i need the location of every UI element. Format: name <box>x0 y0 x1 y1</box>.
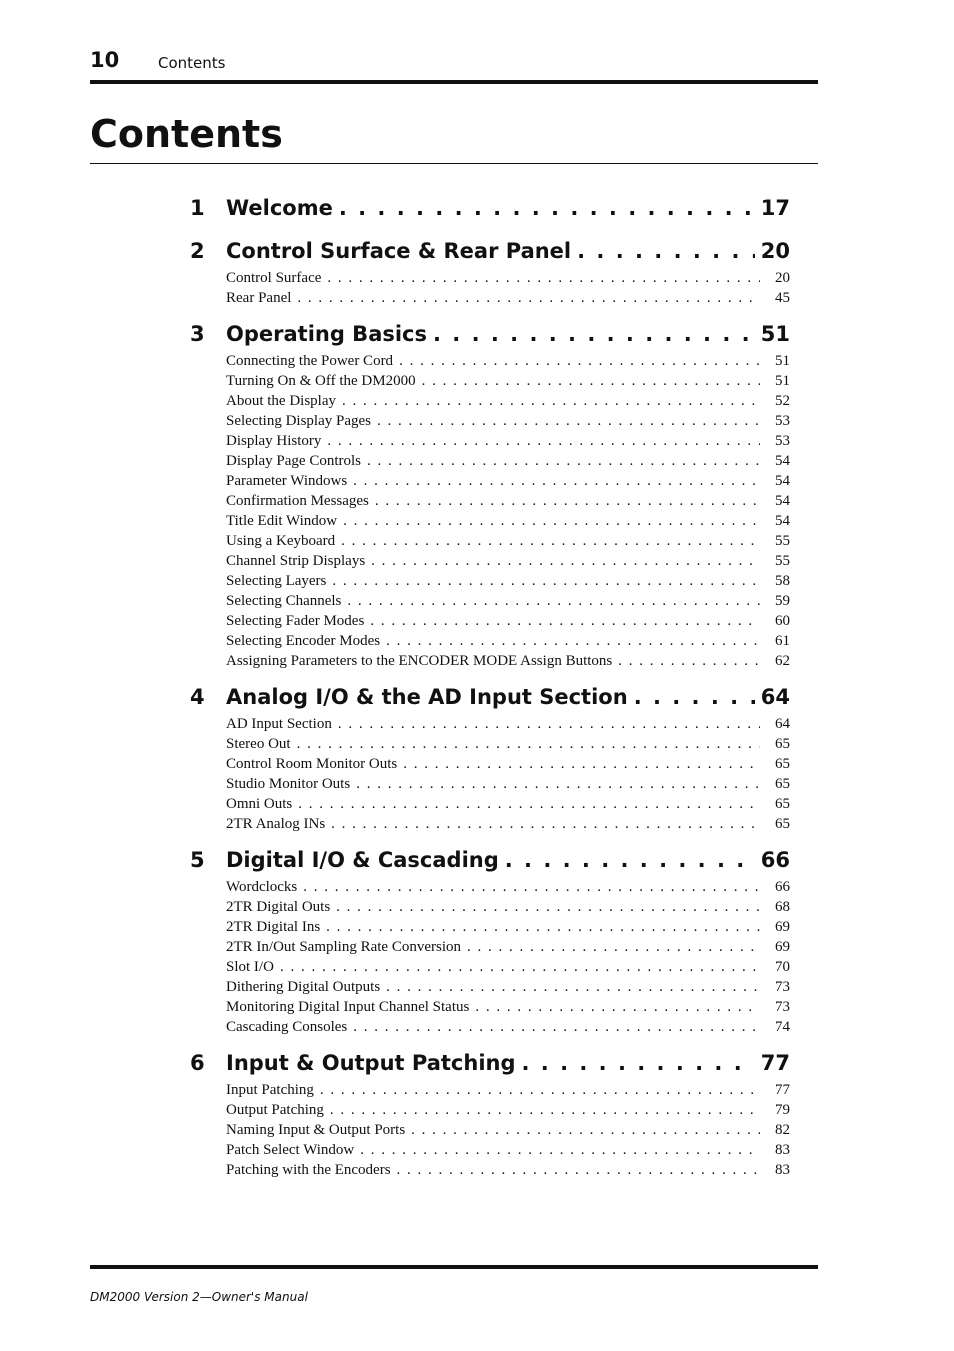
entry-page-number: 61 <box>775 632 790 649</box>
toc-entry[interactable] <box>226 917 790 937</box>
entry-title: Cascading Consoles <box>226 1018 348 1035</box>
toc-entry[interactable] <box>226 1120 790 1140</box>
entry-title: Control Room Monitor Outs <box>226 755 398 772</box>
entry-page-number: 79 <box>775 1101 790 1118</box>
toc-entry[interactable] <box>226 288 790 308</box>
entry-title: Stereo Out <box>226 735 291 752</box>
entry-title: Channel Strip Displays <box>226 552 366 569</box>
entry-title: Connecting the Power Cord <box>226 352 394 369</box>
entry-title: About the Display <box>226 392 336 409</box>
entry-title: Selecting Layers <box>226 572 327 589</box>
toc-entry[interactable] <box>226 511 790 531</box>
entry-page-number: 64 <box>775 715 790 732</box>
dot-leader <box>370 613 760 630</box>
toc-entry[interactable] <box>226 531 790 551</box>
section-list <box>226 268 790 308</box>
entry-page-number: 58 <box>775 572 790 589</box>
entry-page-number: 54 <box>775 492 790 509</box>
entry-page-number: 65 <box>775 775 790 792</box>
toc-entry[interactable] <box>226 371 790 391</box>
entry-title: Omni Outs <box>226 795 293 812</box>
dot-leader <box>336 899 760 916</box>
toc-chapter <box>190 842 790 1037</box>
section-list <box>226 714 790 834</box>
entry-title: Turning On & Off the DM2000 <box>226 372 416 389</box>
dot-leader <box>320 1082 760 1099</box>
dot-leader <box>634 685 755 709</box>
chapter-page-number: 17 <box>760 195 790 220</box>
entry-title: Display History <box>226 432 322 449</box>
toc-chapter <box>190 679 790 834</box>
entry-title: Monitoring Digital Input Channel Status <box>226 998 470 1015</box>
dot-leader <box>371 553 760 570</box>
toc-entry[interactable] <box>226 957 790 977</box>
toc-chapter <box>190 316 790 671</box>
dot-leader <box>327 433 760 450</box>
chapter-page-number: 77 <box>760 1050 790 1075</box>
toc-entry[interactable] <box>226 551 790 571</box>
entry-page-number: 73 <box>775 998 790 1015</box>
toc-entry[interactable] <box>226 391 790 411</box>
chapter-number: 4 <box>190 684 205 709</box>
toc-entry[interactable] <box>226 1080 790 1100</box>
toc-entry[interactable] <box>226 611 790 631</box>
toc-entry[interactable] <box>226 714 790 734</box>
chapter-number: 5 <box>190 847 205 872</box>
entry-page-number: 68 <box>775 898 790 915</box>
entry-page-number: 70 <box>775 958 790 975</box>
entry-page-number: 74 <box>775 1018 790 1035</box>
section-list <box>226 1080 790 1180</box>
entry-title: Studio Monitor Outs <box>226 775 351 792</box>
entry-page-number: 65 <box>775 815 790 832</box>
entry-title: Patching with the Encoders <box>226 1161 391 1178</box>
dot-leader <box>341 533 760 550</box>
entry-title: Selecting Encoder Modes <box>226 632 381 649</box>
entry-page-number: 51 <box>775 352 790 369</box>
dot-leader <box>297 736 760 753</box>
entry-title: Input Patching <box>226 1081 314 1098</box>
entry-page-number: 77 <box>775 1081 790 1098</box>
dot-leader <box>367 453 760 470</box>
table-of-contents <box>190 190 790 1188</box>
chapter-page-number: 66 <box>760 847 790 872</box>
dot-leader <box>399 353 760 370</box>
entry-page-number: 54 <box>775 472 790 489</box>
toc-entry[interactable] <box>226 937 790 957</box>
dot-leader <box>353 1019 760 1036</box>
toc-entry[interactable] <box>226 471 790 491</box>
entry-page-number: 60 <box>775 612 790 629</box>
toc-entry[interactable] <box>226 571 790 591</box>
chapter-number: 3 <box>190 321 205 346</box>
chapter-heading[interactable] <box>190 316 790 351</box>
toc-entry[interactable] <box>226 794 790 814</box>
toc-entry[interactable] <box>226 877 790 897</box>
entry-title: Slot I/O <box>226 958 274 975</box>
toc-entry[interactable] <box>226 631 790 651</box>
dot-leader <box>375 493 760 510</box>
chapter-number: 6 <box>190 1050 205 1075</box>
entry-title: 2TR Analog INs <box>226 815 326 832</box>
page-footer: DM2000 Version 2—Owner's Manual <box>90 1290 308 1304</box>
dot-leader <box>297 290 760 307</box>
page-header <box>90 46 818 76</box>
chapter-number: 1 <box>190 195 205 220</box>
dot-leader <box>298 796 760 813</box>
entry-page-number: 69 <box>775 938 790 955</box>
dot-leader <box>522 1051 755 1075</box>
entry-title: AD Input Section <box>226 715 332 732</box>
toc-entry[interactable] <box>226 734 790 754</box>
entry-page-number: 52 <box>775 392 790 409</box>
title-rule <box>90 163 818 164</box>
toc-entry[interactable] <box>226 651 790 671</box>
chapter-heading[interactable] <box>190 679 790 714</box>
toc-chapter <box>190 1045 790 1180</box>
toc-entry[interactable] <box>226 897 790 917</box>
toc-entry[interactable] <box>226 351 790 371</box>
entry-page-number: 82 <box>775 1121 790 1138</box>
toc-entry[interactable] <box>226 814 790 834</box>
entry-title: Selecting Fader Modes <box>226 612 365 629</box>
toc-entry[interactable] <box>226 1140 790 1160</box>
chapter-title: Control Surface & Rear Panel <box>226 238 572 263</box>
dot-leader <box>411 1122 760 1139</box>
dot-leader <box>303 879 760 896</box>
entry-title: 2TR Digital Outs <box>226 898 331 915</box>
dot-leader <box>342 393 760 410</box>
dot-leader <box>360 1142 760 1159</box>
toc-entry[interactable] <box>226 997 790 1017</box>
entry-page-number: 54 <box>775 452 790 469</box>
chapter-heading[interactable] <box>190 190 790 225</box>
chapter-number: 2 <box>190 238 205 263</box>
dot-leader <box>280 959 760 976</box>
entry-title: Display Page Controls <box>226 452 361 469</box>
dot-leader <box>377 413 760 430</box>
dot-leader <box>433 322 755 346</box>
dot-leader <box>386 633 760 650</box>
toc-entry[interactable] <box>226 1017 790 1037</box>
dot-leader <box>338 716 760 733</box>
toc-entry[interactable] <box>226 774 790 794</box>
entry-title: Confirmation Messages <box>226 492 369 509</box>
dot-leader <box>467 939 760 956</box>
chapter-title: Input & Output Patching <box>226 1050 516 1075</box>
footer-rule <box>90 1265 818 1269</box>
entry-page-number: 83 <box>775 1161 790 1178</box>
section-list <box>226 351 790 671</box>
entry-page-number: 83 <box>775 1141 790 1158</box>
toc-chapter <box>190 233 790 308</box>
entry-page-number: 66 <box>775 878 790 895</box>
dot-leader <box>577 239 755 263</box>
dot-leader <box>339 196 755 220</box>
dot-leader <box>505 848 755 872</box>
dot-leader <box>475 999 760 1016</box>
toc-entry[interactable] <box>226 431 790 451</box>
dot-leader <box>332 573 760 590</box>
dot-leader <box>330 1102 760 1119</box>
entry-title: Selecting Display Pages <box>226 412 371 429</box>
entry-page-number: 65 <box>775 795 790 812</box>
entry-title: 2TR Digital Ins <box>226 918 321 935</box>
dot-leader <box>356 776 760 793</box>
dot-leader <box>347 593 760 610</box>
toc-entry[interactable] <box>226 977 790 997</box>
toc-entry[interactable] <box>226 268 790 288</box>
entry-title: Using a Keyboard <box>226 532 336 549</box>
entry-page-number: 59 <box>775 592 790 609</box>
entry-title: Wordclocks <box>226 878 298 895</box>
entry-page-number: 20 <box>775 269 790 286</box>
dot-leader <box>331 816 760 833</box>
chapter-page-number: 20 <box>760 238 790 263</box>
chapter-heading[interactable] <box>190 842 790 877</box>
entry-page-number: 65 <box>775 755 790 772</box>
entry-title: Title Edit Window <box>226 512 338 529</box>
header-rule <box>90 80 818 84</box>
toc-entry[interactable] <box>226 491 790 511</box>
entry-page-number: 73 <box>775 978 790 995</box>
entry-title: 2TR In/Out Sampling Rate Conversion <box>226 938 461 955</box>
entry-page-number: 54 <box>775 512 790 529</box>
toc-entry[interactable] <box>226 1100 790 1120</box>
entry-title: Output Patching <box>226 1101 324 1118</box>
entry-page-number: 53 <box>775 412 790 429</box>
entry-title: Control Surface <box>226 269 322 286</box>
entry-title: Rear Panel <box>226 289 292 306</box>
entry-page-number: 55 <box>775 532 790 549</box>
toc-entry[interactable] <box>226 1160 790 1180</box>
toc-entry[interactable] <box>226 591 790 611</box>
entry-page-number: 55 <box>775 552 790 569</box>
chapter-page-number: 64 <box>760 684 790 709</box>
chapter-title: Operating Basics <box>226 321 428 346</box>
page-title: Contents <box>90 112 283 156</box>
entry-title: Parameter Windows <box>226 472 348 489</box>
dot-leader <box>386 979 760 996</box>
page-number: 10 <box>90 48 120 72</box>
chapter-title: Analog I/O & the AD Input Section <box>226 684 628 709</box>
dot-leader <box>326 919 760 936</box>
chapter-heading[interactable] <box>190 233 790 268</box>
dot-leader <box>422 373 760 390</box>
entry-page-number: 45 <box>775 289 790 306</box>
dot-leader <box>343 513 760 530</box>
entry-page-number: 69 <box>775 918 790 935</box>
dot-leader <box>397 1162 760 1179</box>
entry-page-number: 51 <box>775 372 790 389</box>
chapter-page-number: 51 <box>760 321 790 346</box>
toc-entry[interactable] <box>226 411 790 431</box>
running-title: Contents <box>158 54 226 72</box>
entry-page-number: 62 <box>775 652 790 669</box>
section-list <box>226 877 790 1037</box>
dot-leader <box>353 473 760 490</box>
entry-title: Assigning Parameters to the ENCODER MODE Assign Buttons <box>226 652 613 669</box>
entry-title: Dithering Digital Outputs <box>226 978 381 995</box>
chapter-title: Welcome <box>226 195 333 220</box>
dot-leader <box>327 270 760 287</box>
dot-leader <box>618 653 760 670</box>
dot-leader <box>403 756 760 773</box>
entry-title: Selecting Channels <box>226 592 342 609</box>
toc-chapter <box>190 190 790 225</box>
toc-entry[interactable] <box>226 754 790 774</box>
entry-title: Patch Select Window <box>226 1141 355 1158</box>
entry-page-number: 65 <box>775 735 790 752</box>
chapter-heading[interactable] <box>190 1045 790 1080</box>
toc-entry[interactable] <box>226 451 790 471</box>
entry-title: Naming Input & Output Ports <box>226 1121 406 1138</box>
chapter-title: Digital I/O & Cascading <box>226 847 499 872</box>
entry-page-number: 53 <box>775 432 790 449</box>
